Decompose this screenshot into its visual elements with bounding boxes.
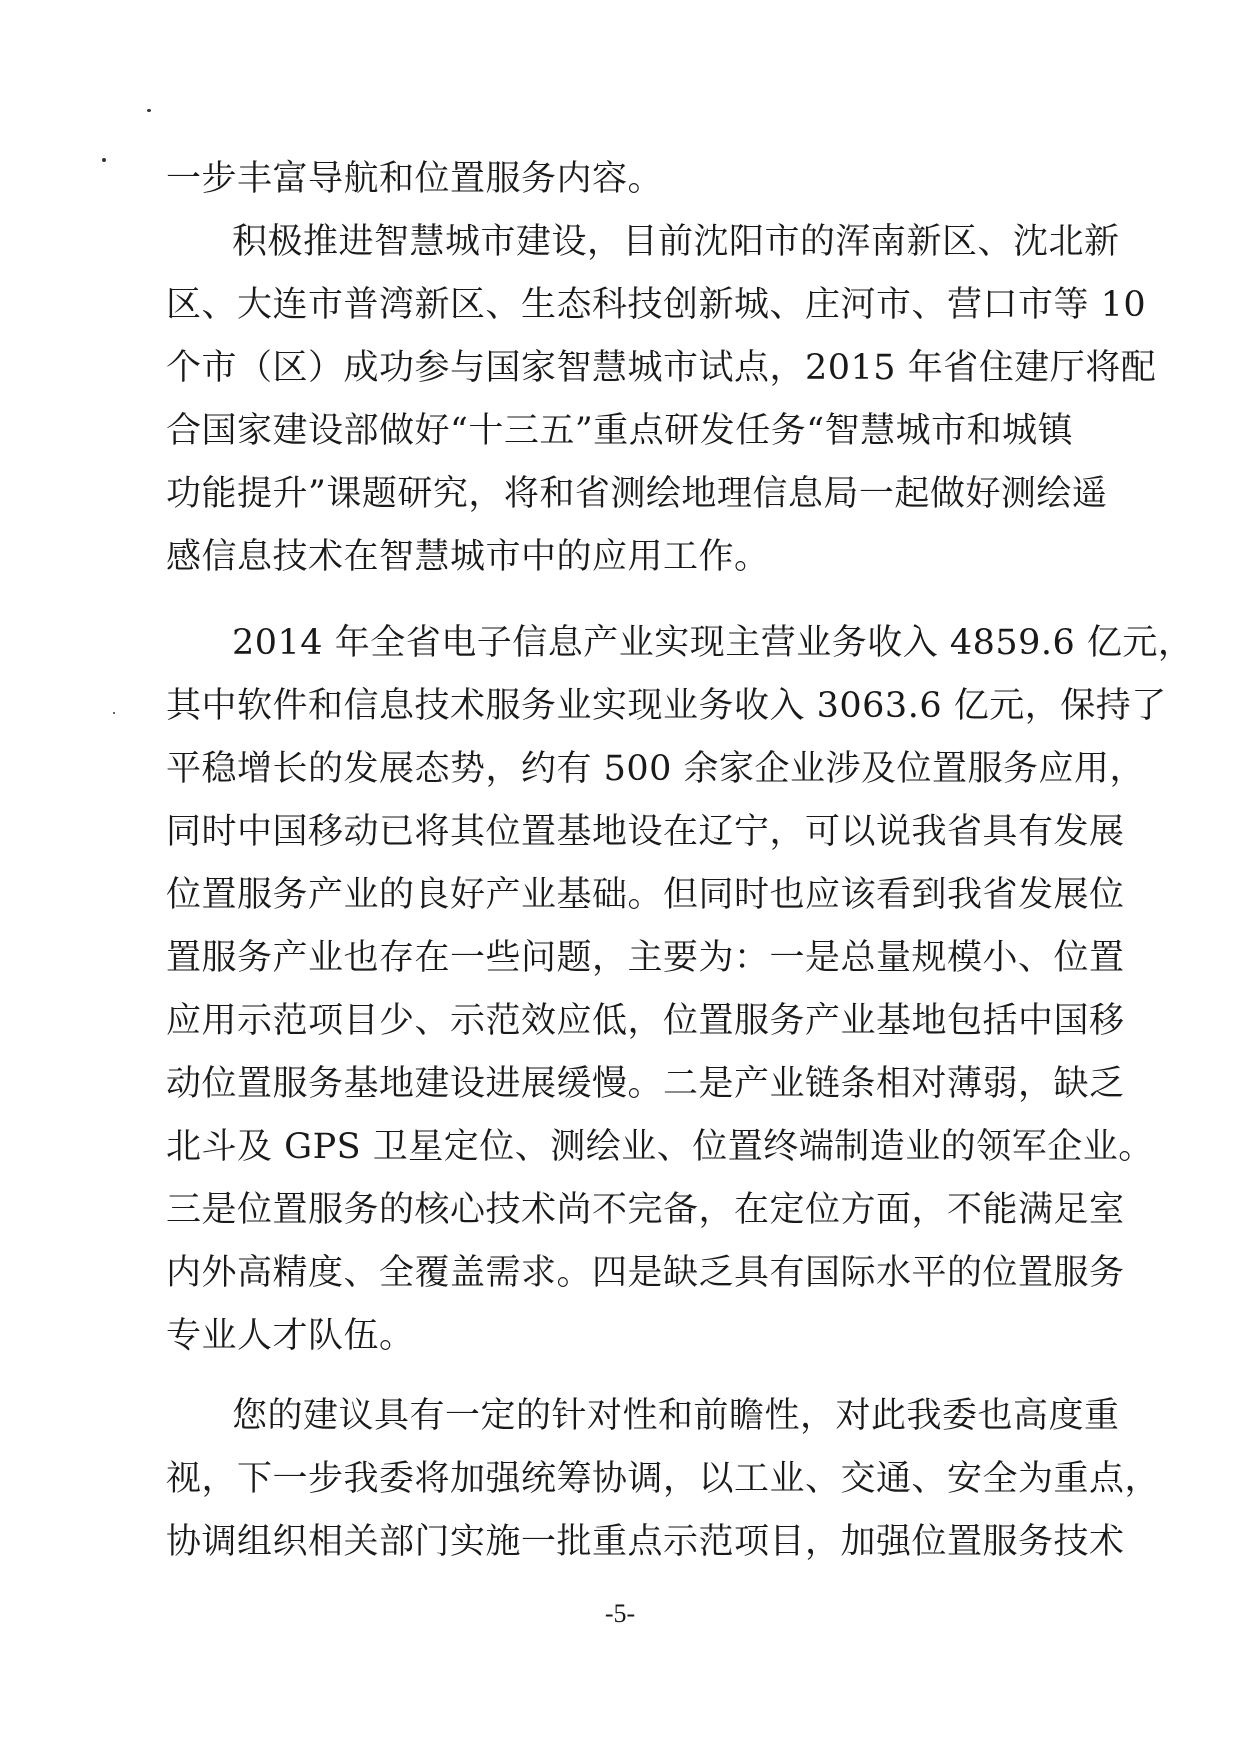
text-line: 一步丰富导航和位置服务内容。 (166, 159, 664, 199)
paragraph-first-line: 您的建议具有一定的针对性和前瞻性，对此我委也高度重 (232, 1396, 1120, 1436)
text-line: 平稳增长的发展态势，约有 500 余家企业涉及位置服务应用， (166, 749, 1146, 789)
text-line: 专业人才队伍。 (166, 1316, 415, 1356)
scan-speck (102, 158, 106, 162)
text-line: 感信息技术在智慧城市中的应用工作。 (166, 537, 770, 577)
text-line: 其中软件和信息技术服务业实现业务收入 3063.6 亿元，保持了 (166, 686, 1167, 726)
text-line: 北斗及 GPS 卫星定位、测绘业、位置终端制造业的领军企业。 (166, 1127, 1154, 1167)
page-number: -5- (604, 1599, 636, 1628)
scan-speck (147, 109, 151, 112)
text-line: 三是位置服务的核心技术尚不完备，在定位方面，不能满足室 (166, 1190, 1125, 1230)
scan-speck (113, 712, 115, 714)
text-line: 应用示范项目少、示范效应低，位置服务产业基地包括中国移 (166, 1001, 1125, 1041)
text-line: 视，下一步我委将加强统筹协调，以工业、交通、安全为重点， (166, 1459, 1161, 1499)
text-line: 内外高精度、全覆盖需求。四是缺乏具有国际水平的位置服务 (166, 1253, 1125, 1293)
text-line: 动位置服务基地建设进展缓慢。二是产业链条相对薄弱，缺乏 (166, 1064, 1125, 1104)
text-line: 同时中国移动已将其位置基地设在辽宁，可以说我省具有发展 (166, 812, 1125, 852)
text-line: 区、大连市普湾新区、生态科技创新城、庄河市、营口市等 10 (166, 285, 1147, 325)
text-line: 功能提升”课题研究，将和省测绘地理信息局一起做好测绘遥 (166, 474, 1108, 514)
text-line: 合国家建设部做好“十三五”重点研发任务“智慧城市和城镇 (166, 411, 1074, 451)
paragraph-first-line: 2014 年全省电子信息产业实现主营业务收入 4859.6 亿元， (232, 623, 1194, 663)
text-line: 协调组织相关部门实施一批重点示范项目，加强位置服务技术 (166, 1522, 1125, 1562)
text-line: 个市（区）成功参与国家智慧城市试点，2015 年省住建厅将配 (166, 348, 1157, 388)
text-line: 位置服务产业的良好产业基础。但同时也应该看到我省发展位 (166, 875, 1125, 915)
text-line: 置服务产业也存在一些问题，主要为：一是总量规模小、位置 (166, 938, 1125, 978)
paragraph-first-line: 积极推进智慧城市建设，目前沈阳市的浑南新区、沈北新 (232, 222, 1120, 262)
